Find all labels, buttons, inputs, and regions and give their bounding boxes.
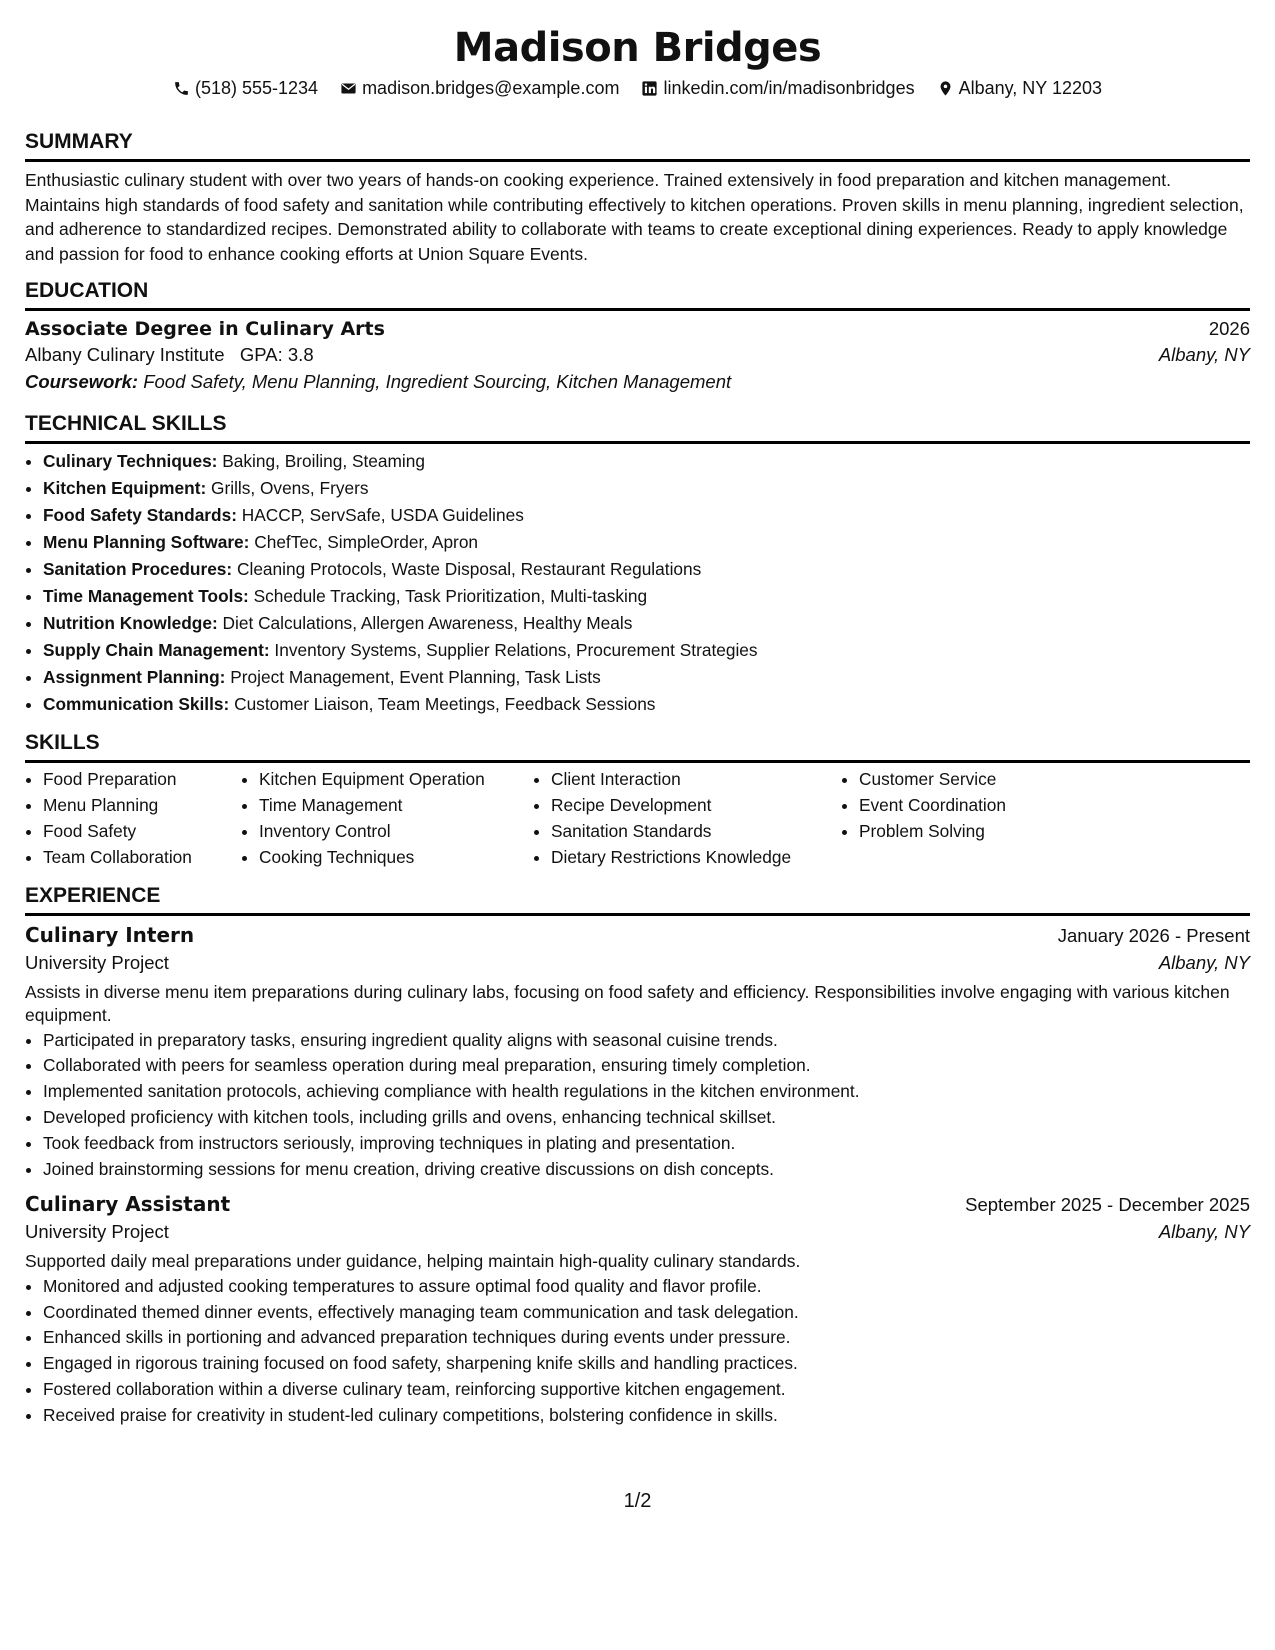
job-bullet: • Developed proficiency with kitchen tools, including grills and ovens, enhancing technical skillset. xyxy=(43,1105,1250,1131)
skill-item: • Client Interaction xyxy=(551,767,841,793)
job-sub-row xyxy=(25,1221,1250,1243)
skill-item: • Food Preparation xyxy=(43,767,241,793)
linkedin-icon xyxy=(641,80,658,97)
contact-linkedin[interactable] xyxy=(641,76,914,100)
skill-values: Customer Liaison, Team Meetings, Feedback Sessions xyxy=(234,694,656,715)
skill-category: Sanitation Procedures: xyxy=(43,559,233,580)
job-bullet: • Coordinated themed dinner events, effectively managing team communication and task delegation. xyxy=(43,1300,1250,1326)
contact-email[interactable] xyxy=(340,76,619,100)
skill-category: Food Safety Standards: xyxy=(43,505,237,526)
school-location: Albany, NY xyxy=(1158,344,1250,366)
skill-category: Nutrition Knowledge: xyxy=(43,613,218,634)
skill-item: • Problem Solving xyxy=(859,819,1159,845)
skill-item: • Food Safety xyxy=(43,819,241,845)
section-title: EDUCATION xyxy=(25,278,1250,311)
job-bullet: • Monitored and adjusted cooking temperatures to assure optimal food quality and flavor profile. xyxy=(43,1274,1250,1300)
skill-category: Time Management Tools: xyxy=(43,586,249,607)
skill-item: • Time Management xyxy=(259,793,533,819)
phone-icon xyxy=(173,80,190,97)
envelope-icon xyxy=(340,80,357,97)
job-entry xyxy=(25,1192,1250,1428)
job-title: Culinary Assistant xyxy=(25,1192,231,1217)
skill-values: Inventory Systems, Supplier Relations, Procurement Strategies xyxy=(274,640,758,661)
skill-category: Communication Skills: xyxy=(43,694,230,715)
skills-grid xyxy=(25,767,1250,870)
school-info xyxy=(25,344,314,366)
section-title: TECHNICAL SKILLS xyxy=(25,411,1250,444)
skill-category: Supply Chain Management: xyxy=(43,640,270,661)
skills-section xyxy=(25,730,1250,870)
gpa: GPA: 3.8 xyxy=(239,344,314,366)
job-dates: January 2026 - Present xyxy=(1057,924,1250,946)
skill-values: Diet Calculations, Allergen Awareness, Healthy Meals xyxy=(222,613,633,634)
skill-values: Schedule Tracking, Task Prioritization, Multi-tasking xyxy=(253,586,648,607)
technical-skill-item xyxy=(43,637,1250,664)
skill-item: • Recipe Development xyxy=(551,793,841,819)
job-header-row xyxy=(25,923,1250,947)
technical-skill-item xyxy=(43,448,1250,475)
skills-column xyxy=(841,767,1159,870)
experience-section xyxy=(25,883,1250,1429)
skill-item: • Sanitation Standards xyxy=(551,819,841,845)
page-number: 1/2 xyxy=(623,1490,652,1512)
technical-skill-item xyxy=(43,529,1250,556)
skill-item: • Team Collaboration xyxy=(43,845,241,871)
location-text: Albany, NY 12203 xyxy=(958,78,1103,98)
email-text: madison.bridges@example.com xyxy=(362,78,620,98)
skills-column xyxy=(25,767,241,870)
contact-bar xyxy=(25,76,1250,100)
job-title: Culinary Intern xyxy=(25,922,195,947)
skills-column xyxy=(241,767,533,870)
job-description: Assists in diverse menu item preparations during culinary labs, focusing on food safety and efficiency. Responsibilities involve engaging with various kitchen equipment. xyxy=(25,981,1230,1026)
contact-phone[interactable] xyxy=(173,76,318,100)
skill-category: Menu Planning Software: xyxy=(43,532,250,553)
job-bullet: • Received praise for creativity in student-led culinary competitions, bolstering confidence in skills. xyxy=(43,1403,1250,1429)
job-bullet: • Engaged in rigorous training focused on food safety, sharpening knife skills and handling practices. xyxy=(43,1351,1250,1377)
candidate-name: Madison Bridges xyxy=(453,25,822,71)
resume-page xyxy=(25,0,1250,1429)
skill-item: • Dietary Restrictions Knowledge xyxy=(551,845,841,871)
job-location: Albany, NY xyxy=(1158,951,1250,973)
job-bullets xyxy=(25,1028,1250,1183)
skill-item: • Event Coordination xyxy=(859,793,1159,819)
coursework-line xyxy=(25,371,1250,393)
technical-skills-list xyxy=(25,448,1250,718)
technical-skill-item xyxy=(43,664,1250,691)
education-section xyxy=(25,278,1250,393)
job-sub-row xyxy=(25,952,1250,974)
skill-item: • Kitchen Equipment Operation xyxy=(259,767,533,793)
skills-column xyxy=(533,767,841,870)
school-name: Albany Culinary Institute xyxy=(25,344,225,366)
skill-values: Cleaning Protocols, Waste Disposal, Restaurant Regulations xyxy=(237,559,702,580)
job-bullet: • Joined brainstorming sessions for menu creation, driving creative discussions on dish concepts. xyxy=(43,1157,1250,1183)
skill-category: Assignment Planning: xyxy=(43,667,226,688)
technical-skill-item xyxy=(43,610,1250,637)
job-entry xyxy=(25,923,1250,1183)
skill-category: Kitchen Equipment: xyxy=(43,478,207,499)
job-bullet: • Fostered collaboration within a diverse culinary team, reinforcing supportive kitchen engagement. xyxy=(43,1377,1250,1403)
technical-skill-item xyxy=(43,691,1250,718)
skill-item: • Inventory Control xyxy=(259,819,533,845)
technical-skill-item xyxy=(43,556,1250,583)
job-description: Supported daily meal preparations under guidance, helping maintain high-quality culinary standards. xyxy=(25,1251,801,1272)
job-bullet: • Enhanced skills in portioning and advanced preparation techniques during events under pressure. xyxy=(43,1325,1250,1351)
job-org: University Project xyxy=(25,1221,169,1243)
job-bullet: • Implemented sanitation protocols, achieving compliance with health regulations in the kitchen environment. xyxy=(43,1079,1250,1105)
education-header-row xyxy=(25,318,1250,340)
technical-skill-item xyxy=(43,475,1250,502)
job-dates: September 2025 - December 2025 xyxy=(965,1194,1250,1216)
section-title: EXPERIENCE xyxy=(25,883,1250,916)
section-title: SKILLS xyxy=(25,730,1250,763)
summary-text: Enthusiastic culinary student with over two years of hands-on cooking experience. Trained extensively in food preparation and kitchen management. Maintains high standards of food safety and sanitation while contributing effectively to kitchen operations. Proven skills in menu planning, ingredient selection, and adherence to standardized recipes. Demonstrated ability to collaborate with teams to create exceptional dining experiences. Ready to apply knowledge and passion for food to enhance cooking efforts at Union Square Events. xyxy=(25,170,1244,264)
skill-values: Baking, Broiling, Steaming xyxy=(222,451,425,472)
job-header-row xyxy=(25,1192,1250,1216)
graduation-year: 2026 xyxy=(1208,318,1250,340)
skill-item: • Customer Service xyxy=(859,767,1159,793)
skill-values: Grills, Ovens, Fryers xyxy=(211,478,369,499)
job-list xyxy=(25,923,1250,1429)
contact-location xyxy=(937,76,1102,100)
technical-skill-item xyxy=(43,583,1250,610)
job-bullet: • Took feedback from instructors seriously, improving techniques in plating and presentation. xyxy=(43,1131,1250,1157)
degree-title: Associate Degree in Culinary Arts xyxy=(25,318,385,341)
skill-values: Project Management, Event Planning, Task Lists xyxy=(230,667,601,688)
coursework-label: Coursework: xyxy=(25,371,139,393)
job-location: Albany, NY xyxy=(1158,1221,1250,1243)
skill-item: • Cooking Techniques xyxy=(259,845,533,871)
skill-values: ChefTec, SimpleOrder, Apron xyxy=(254,532,479,553)
skill-values: HACCP, ServSafe, USDA Guidelines xyxy=(241,505,524,526)
job-org: University Project xyxy=(25,951,169,973)
map-pin-icon xyxy=(937,80,954,97)
linkedin-text: linkedin.com/in/madisonbridges xyxy=(663,78,915,98)
summary-section xyxy=(25,129,1250,266)
technical-skills-section xyxy=(25,411,1250,718)
technical-skill-item xyxy=(43,502,1250,529)
skill-category: Culinary Techniques: xyxy=(43,451,218,472)
coursework-list: Food Safety, Menu Planning, Ingredient Sourcing, Kitchen Management xyxy=(143,371,732,393)
education-sub-row xyxy=(25,344,1250,366)
job-bullet: • Participated in preparatory tasks, ensuring ingredient quality aligns with seasonal cuisine trends. xyxy=(43,1028,1250,1054)
job-bullets xyxy=(25,1274,1250,1429)
phone-text: (518) 555-1234 xyxy=(194,78,319,98)
section-title: SUMMARY xyxy=(25,129,1250,162)
skill-item: • Menu Planning xyxy=(43,793,241,819)
job-bullet: • Collaborated with peers for seamless operation during meal preparation, ensuring timely completion. xyxy=(43,1053,1250,1079)
